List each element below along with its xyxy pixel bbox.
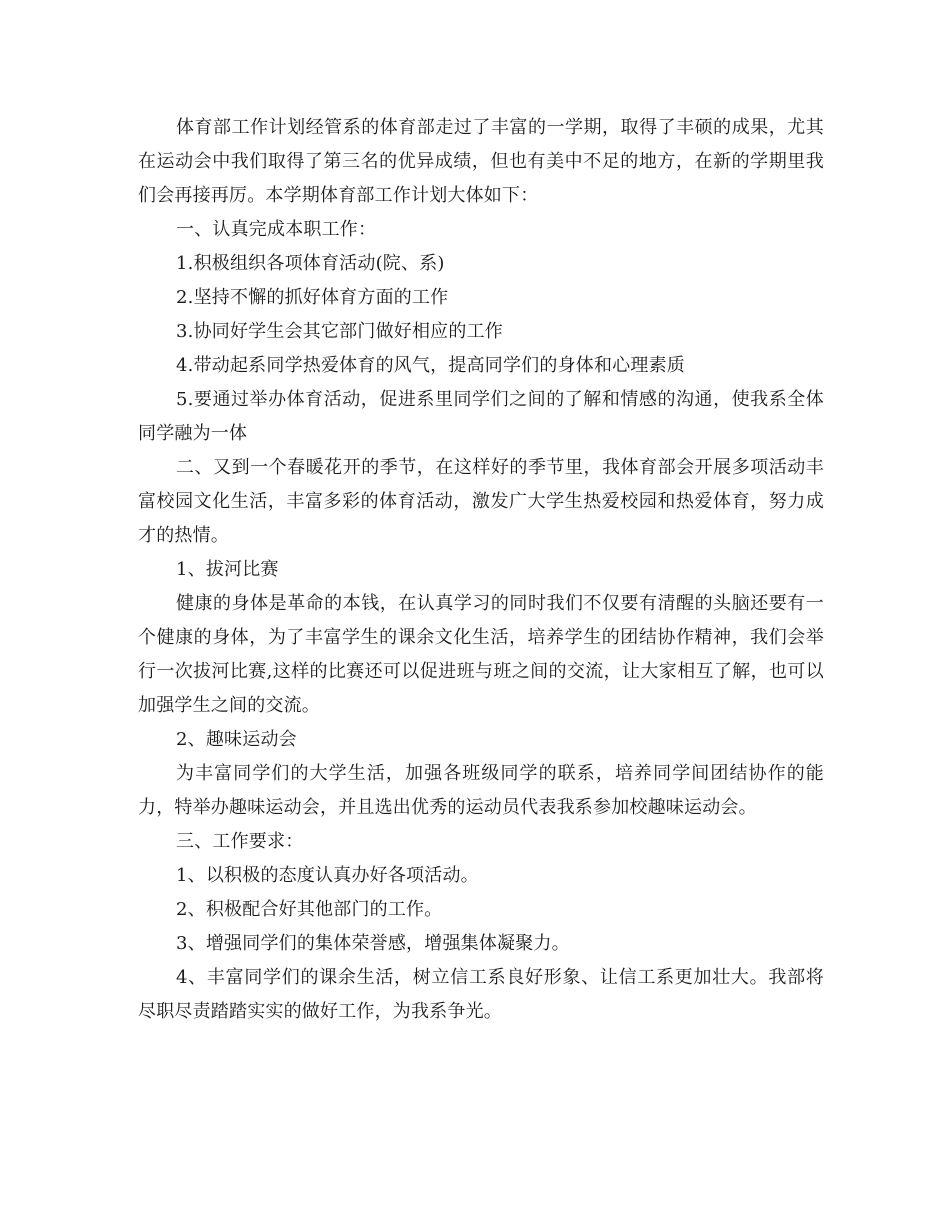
list-item: 1、以积极的态度认真办好各项活动。: [176, 865, 479, 886]
list-item: 4、丰富同学们的课余生活，树立信工系良好形象、让信工系更加壮大。我部将尽职尽责踏踏实实的做好工作，为我系争光。: [138, 967, 824, 1022]
section-heading-3: 三、工作要求：: [176, 831, 304, 852]
list-item: 4.带动起系同学热爱体育的风气，提高同学们的身体和心理素质: [176, 355, 685, 376]
list-item: 3.协同好学生会其它部门做好相应的工作: [176, 321, 503, 342]
document-body: [138, 111, 824, 1029]
list-item: 5.要通过举办体育活动，促进系里同学们之间的了解和情感的沟通，使我系全体同学融为一体: [138, 389, 824, 444]
intro-paragraph: 体育部工作计划经管系的体育部走过了丰富的一学期，取得了丰硕的成果，尤其在运动会中我们取得了第三名的优异成绩，但也有美中不足的地方，在新的学期里我们会再接再厉。本学期体育部工作计划大体如下：: [138, 117, 824, 206]
list-item: 2.坚持不懈的抓好体育方面的工作: [176, 287, 449, 308]
body-paragraph: 健康的身体是革命的本钱，在认真学习的同时我们不仅要有清醒的头脑还要有一个健康的身体，为了丰富学生的课余文化生活，培养学生的团结协作精神，我们会举行一次拔河比赛,这样的比赛还可以促进班与班之间的交流，让大家相互了解，也可以加强学生之间的交流。: [138, 593, 824, 716]
section-heading-2: 二、又到一个春暖花开的季节，在这样好的季节里，我体育部会开展多项活动丰富校园文化生活，丰富多彩的体育活动，激发广大学生热爱校园和热爱体育，努力成才的热情。: [138, 457, 824, 546]
section-heading-1: 一、认真完成本职工作：: [176, 219, 377, 240]
body-paragraph: 为丰富同学们的大学生活，加强各班级同学的联系，培养同学间团结协作的能力，特举办趣味运动会，并且选出优秀的运动员代表我系参加校趣味运动会。: [138, 763, 824, 818]
list-item: 1.积极组织各项体育活动(院、系): [176, 253, 445, 274]
list-item: 3、增强同学们的集体荣誉感，增强集体凝聚力。: [176, 933, 570, 954]
subheading-tug-of-war: 1、拔河比赛: [176, 559, 279, 580]
subheading-fun-games: 2、趣味运动会: [176, 729, 297, 750]
list-item: 2、积极配合好其他部门的工作。: [176, 899, 443, 920]
